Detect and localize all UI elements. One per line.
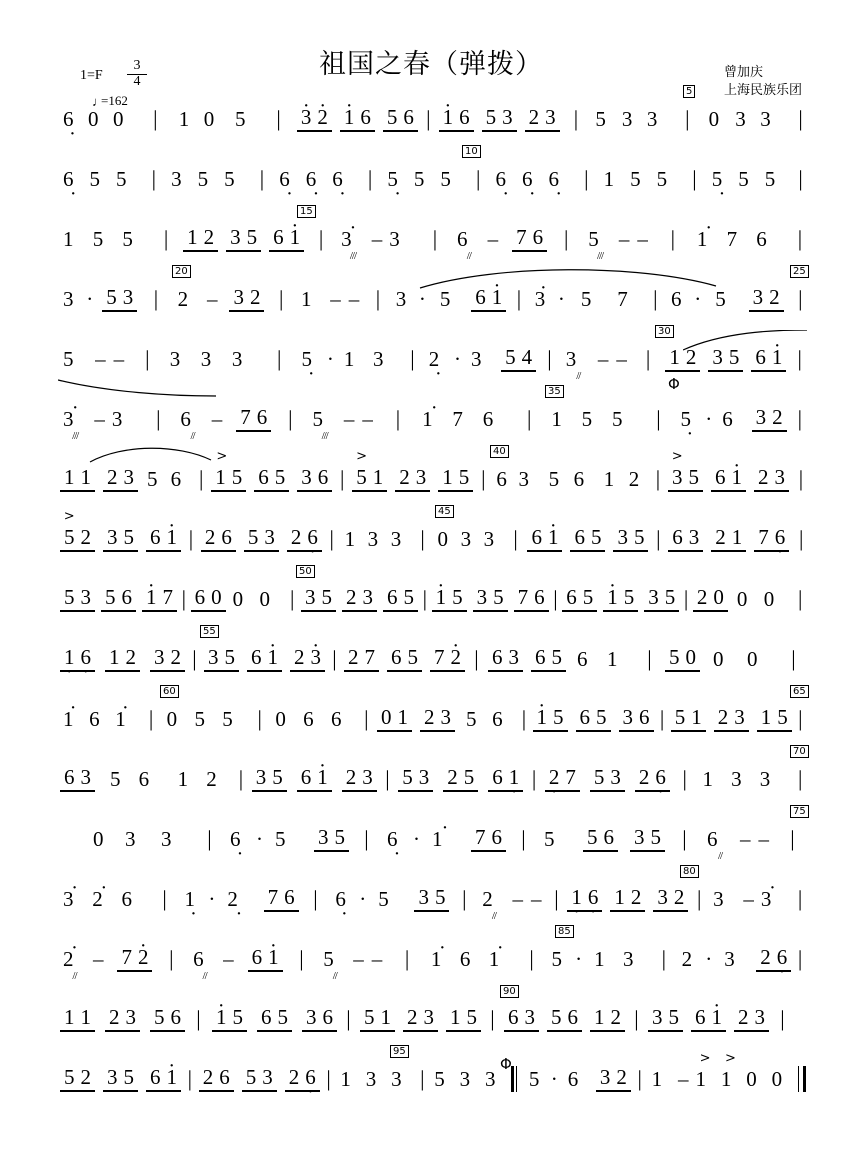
measure-number: 75 (790, 805, 809, 818)
staff-system: · 3 /// – 3 | 6 // – 7 6 | 5 /// – – | · 1 7 6 | 1 5 5 | 5 · · 6 3 2 | (60, 400, 805, 438)
measure-number: 70 (790, 745, 809, 758)
measure-number: 20 (172, 265, 191, 278)
measure-number: 30 (655, 325, 674, 338)
staff-system: > 5 2 3 5 6 · 1 | 2 6 5 3 2 6 · | 1 3 3 | 0 3 3 | 6 · 1 6 5 3 5 | 6 3 2 1 7 6 · | (60, 520, 805, 558)
measure-number: 5 (683, 85, 695, 98)
slur-arc (58, 378, 218, 398)
tempo-value: =162 (101, 93, 128, 108)
staff-system: 5 3 5 6 · 1 7 | 6 0 0 0 | 3 5 2 3 6 5 | · 1 5 3 5 7 6 | 6 5 · 1 5 3 5 | 2 0 0 0 | (60, 580, 805, 618)
key-signature: 1=F (80, 68, 103, 83)
credit-ensemble: 上海民族乐团 (723, 82, 802, 98)
credit-composer: 曾加庆 (723, 65, 763, 80)
measure-number: 25 (790, 265, 809, 278)
page-title: 祖国之春（弹拨） (319, 49, 543, 80)
measure-number: 55 (200, 625, 219, 638)
measure-number: 65 (790, 685, 809, 698)
measure-number: 60 (160, 685, 179, 698)
measure-number: 40 (490, 445, 509, 458)
measure-number: 90 (500, 985, 519, 998)
measure-number: 85 (555, 925, 574, 938)
coda-icon: Φ (668, 375, 680, 393)
measure-number: 15 (297, 205, 316, 218)
measure-number: 95 (390, 1045, 409, 1058)
credits (724, 64, 802, 99)
measure-number: 35 (545, 385, 564, 398)
staff-system: · 3 · 2 6 | 1 · · 2 · 7 6 | 6 · · 5 3 5 | 2 // – – | 1 · 6 · 1 2 3 2 | 3 – · 3 | (60, 880, 805, 918)
staff-system: · 1 6 · 1 | 0 5 5 | 0 6 6 | 0 1 2 3 5 6 | · 1 5 6 5 3 6 | 5 1 2 3 1 5 | (60, 700, 805, 738)
quarter-note-icon: ♩ (92, 94, 105, 109)
staff-system: 1 5 5 | 1 2 3 5 6 · 1 | · 3 /// – 3 | 6 // – 7 6 | 5 /// – – | · 1 7 6 | (60, 220, 805, 258)
staff-system: · 2 // – 7 · 2 | 6 // – 6 · 1 | 5 // – – | · 1 6 · 1 | 5 · 1 3 | 2 · 3 2 6 · | (60, 940, 805, 978)
staff-system: 0 3 3 | 6 · · 5 3 5 | 6 · · · 1 7 6 | 5 5 6 3 5 | 6 // – – | (60, 820, 805, 858)
time-signature-numerator: 3 (133, 58, 141, 73)
measure-number: 80 (680, 865, 699, 878)
staff-system: 1 1 2 3 5 6 | · 1 5 6 5 3 6 | 5 1 2 3 1 5 | 6 3 5 6 1 2 | 3 5 6 · 1 2 3 | (60, 1000, 805, 1038)
staff-system: 6 · 5 5 | 3 5 5 | 6 · 6 · 6 · | 5 · 5 5 | 6 · 6 · 6 · | 1 5 5 | 5 · 5 5 | (60, 160, 805, 198)
staff-system: 1 1 2 3 5 6 | > 1 5 6 5 3 6 | > 5 1 2 3 1 5 | 6 3 5 6 1 2 | > 3 5 6 · 1 2 3 | (60, 460, 805, 498)
time-signature (127, 59, 147, 89)
measure-number: 50 (296, 565, 315, 578)
measure-number: 10 (462, 145, 481, 158)
staff-system: 5 2 3 5 6 · 1 | 2 6 5 3 2 6 · | 1 3 3 | 5 3 3 5 · 6 3 2 | 1 – > 1 > 1 0 0 (60, 1060, 805, 1098)
coda-icon: Φ (500, 1055, 512, 1073)
staff-system: 3 · 5 3 | 2 – 3 2 | 1 – – | 3 · 5 6 · 1 | · 3 · 5 7 | 6 · 5 3 2 | (60, 280, 805, 318)
staff-system: 6 3 5 6 1 2 | 3 5 6 · 1 2 3 | 5 3 2 5 6 1 · | 2 · 7 5 3 2 6 · | 1 3 3 | (60, 760, 805, 798)
measure-number: 45 (435, 505, 454, 518)
time-signature-denominator: 4 (127, 74, 147, 90)
staff-system: 6 · 0 0 | 1 0 5 | · 3 · 2 · 1 6 5 6 | · 1 6 5 3 2 3 | 5 3 3 | 0 3 3 | (60, 100, 805, 138)
staff-system: 1 · 6 · 1 2 3 2 | 3 5 6 · 1 2 · 3 | 2 7 6 5 7 · 2 | 6 3 6 5 6 1 | 5 0 0 0 | (60, 640, 805, 678)
staff-system: 5 – – | 3 3 3 | 5 · · 1 3 | 2 · · 3 5 4 | 3 // – – | 1 2 3 5 6 · 1 | (60, 340, 805, 378)
